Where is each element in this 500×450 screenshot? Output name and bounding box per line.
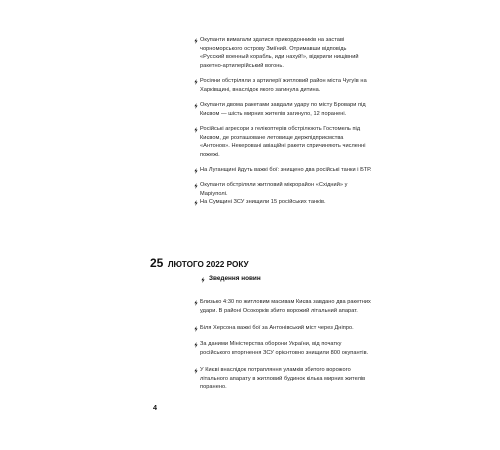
news-item-text: Близько 4:30 по житловим масивам Києва завдано два ракетних удари. В районі Осокорків збито ворожий літальний апарат. (200, 299, 371, 314)
news-item (200, 324, 372, 333)
date-heading-day: 25 (150, 256, 164, 270)
lightning-bolt-icon (194, 326, 198, 332)
page-number: 4 (153, 403, 157, 412)
news-item (200, 298, 372, 315)
lightning-bolt-icon (194, 79, 198, 85)
news-item-text: Росіяни обстріляли з артилерії житловий район міста Чугуїв на Харківщині, внаслідок якого загинула дитина. (200, 78, 367, 93)
news-item-text: За даними Міністерства оборони України, від початку російського вторгнення ЗСУ орієнтовно знищили 800 окупантів. (200, 341, 369, 356)
news-item (200, 340, 372, 357)
lightning-bolt-icon (201, 277, 205, 283)
news-item (200, 166, 372, 175)
lightning-bolt-icon (194, 103, 198, 109)
news-item-text: Окупанти обстріляли житловий мікрорайон «Східний» у Маріуполі. (200, 182, 348, 197)
section-title-text: Зведення новин (209, 275, 261, 282)
news-item-text: Окупанти двома ракетами завдали удару по місту Бровари під Києвом — шість мирних жителів загинуло, 12 поранені. (200, 102, 366, 117)
date-heading (150, 254, 249, 272)
news-item-text: Біля Херсона важкі бої за Антонівський міст через Дніпро. (200, 325, 354, 331)
lightning-bolt-icon (194, 200, 198, 206)
news-item-text: У Києві внаслідок потрапляння уламків збитого ворожого літального апарату в житловий будинок кілька мирних жителів поранено. (200, 367, 366, 391)
news-item-text: Окупанти вимагали здатися прикордонників на заставі чорноморського острову Зміїний. Отримавши відповідь «Русский военный корабль, иди нахуй!», відкрили нищівний ракетно-артилерійський вогонь. (200, 37, 359, 69)
lightning-bolt-icon (194, 168, 198, 174)
news-item-text: На Луганщині йдуть важкі бої: знищено два російські танки і БТР. (200, 167, 372, 173)
news-item-text: Російські агресори з гелікоптерів обстрілюють Гостомель під Києвом, де розташоване летовище держпідприємства «Антонов». Некеровані авіаційні ракети спричиняють численні пожежі. (200, 126, 366, 158)
date-heading-month-year: ЛЮТОГО 2022 РОКУ (167, 260, 249, 269)
news-item (200, 198, 372, 207)
news-item (200, 36, 372, 70)
lightning-bolt-icon (194, 183, 198, 189)
news-item (200, 366, 372, 392)
lightning-bolt-icon (194, 127, 198, 133)
lightning-bolt-icon (194, 300, 198, 306)
news-item (200, 125, 372, 159)
lightning-bolt-icon (194, 368, 198, 374)
lightning-bolt-icon (194, 38, 198, 44)
lightning-bolt-icon (194, 342, 198, 348)
news-item-text: На Сумщині ЗСУ знищили 15 російських танків. (200, 199, 326, 205)
section-title (209, 275, 261, 282)
news-item (200, 181, 375, 198)
news-item (200, 77, 372, 94)
news-item (200, 101, 372, 118)
